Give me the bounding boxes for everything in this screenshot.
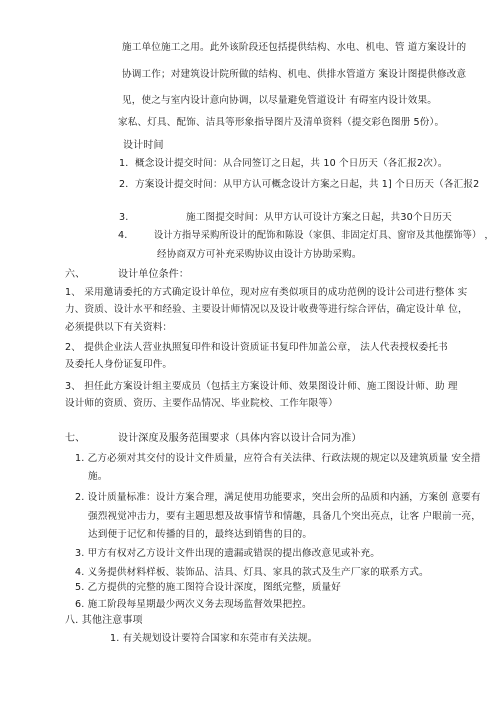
section-7-item-6: 6. 施工阶段每星期最少两次义务去现场监督效果把控。 <box>75 599 312 610</box>
schedule-item-1: 1．概念设计提交时间：从合同签订之日起，共 10 个日历天（各汇报2次）。 <box>119 158 448 169</box>
schedule-item-2: 2．方案设计提交时间：从甲方认可概念设计方案之日起，共 1] 个日历天（各汇报2 <box>119 179 480 190</box>
section-6-title: 设计单位条件： <box>118 269 190 280</box>
intro-line-2: 协调工作；对建筑设计院所做的结构、机电、供排水管道方 案设计图提供修改意 <box>122 69 467 80</box>
section-6-p2-line-1: 2、 提供企业法人营业执照复印件和设计资质证书复印件加盖公章， 法人代表授权委托书 <box>65 342 448 353</box>
schedule-item-3: 施工图提交时间：从甲方认可设计方案之日起，共30个日历天 <box>186 212 452 223</box>
schedule-item-4-continuation: 经协商双方可补充采购协议由设计方协助采购。 <box>157 249 362 260</box>
schedule-item-3-number: 3. <box>119 212 129 223</box>
section-7-item-5: 5. 乙方提供的完整的施工图符合设计深度，图纸完整，质量好 <box>75 582 341 593</box>
schedule-item-4: 设计方指导采购所设计的配饰和陈设（家俱、非固定灯具、窗帘及其他摆饰等） ， <box>154 230 494 241</box>
intro-line-1: 施工单位施工之用。此外该阶段还包括提供结构、水电、机电、管 道方案设计的 <box>122 42 467 53</box>
section-7-item-2-line-1: 2. 设计质量标准：设计方案合理，满足使用功能要求，突出会所的品质和内涵，方案创 意要有 <box>75 492 481 503</box>
section-7-item-1-line-1: 1. 乙方必须对其交付的设计文件质量，应符合有关法律、行政法规的规定以及建筑质量 安全措 <box>75 453 481 464</box>
section-7-item-2-line-2: 强烈视觉冲击力，要有主题思想及故事情节和情趣，具备几个突出亮点，让客 户眼前一亮， <box>88 511 481 522</box>
intro-line-3: 见，使之与室内设计意向协调，以尽量避免管道设计 有碍室内设计效果。 <box>122 95 437 106</box>
schedule-item-4-number: 4. <box>118 230 128 241</box>
section-7-item-2-line-3: 达到便于记忆和传播的目的，最终达到销售的目的。 <box>88 529 313 540</box>
section-7-item-3: 3. 甲方有权对乙方设计文件出现的遗漏或错误的提出修改意见或补充。 <box>75 548 380 559</box>
section-7-item-1-line-2: 施。 <box>88 471 108 482</box>
schedule-heading: 设计时间 <box>123 140 164 151</box>
section-8-item-1: 1. 有关规划设计要符合国家和东莞市有关法规。 <box>110 633 318 644</box>
section-6-p1-line-3: 必须提供以下有关资料： <box>65 322 173 333</box>
section-8-heading: 八. 其他注意事项 <box>65 615 143 626</box>
section-6-number: 六、 <box>65 269 86 280</box>
section-7-title: 设计深度及服务范围要求（具体内容以设计合同为准） <box>118 433 362 444</box>
section-6-p1-line-1: 1、 采用邀请委托的方式确定设计单位，现对应有类似项目的成功范例的设计公司进行整体 实 <box>65 287 468 298</box>
section-7-item-4: 4. 义务提供材料样板、装饰品、洁具、灯具、家具的款式及生产厂家的联系方式。 <box>75 567 429 578</box>
intro-line-4: 家私、灯具、配饰、洁具等形象指导图片及清单资料（提交彩色图册 5份）。 <box>118 117 445 128</box>
section-6-p2-line-2: 及委托人身份证复印件。 <box>65 359 173 370</box>
section-6-p3-line-1: 3、 担任此方案设计组主要成员（包括主方案设计师、效果图设计师、施工图设计师、助 理 <box>65 381 458 392</box>
section-6-p1-line-2: 力、资质、设计水平和经验、主要设计师情况以及设计收费等进行综合评估，确定设计单 位， <box>65 304 468 315</box>
section-7-number: 七、 <box>65 433 86 444</box>
section-6-p3-line-2: 设计师的资质、资历、主要作品情况、毕业院校、工作年限等） <box>65 398 338 409</box>
